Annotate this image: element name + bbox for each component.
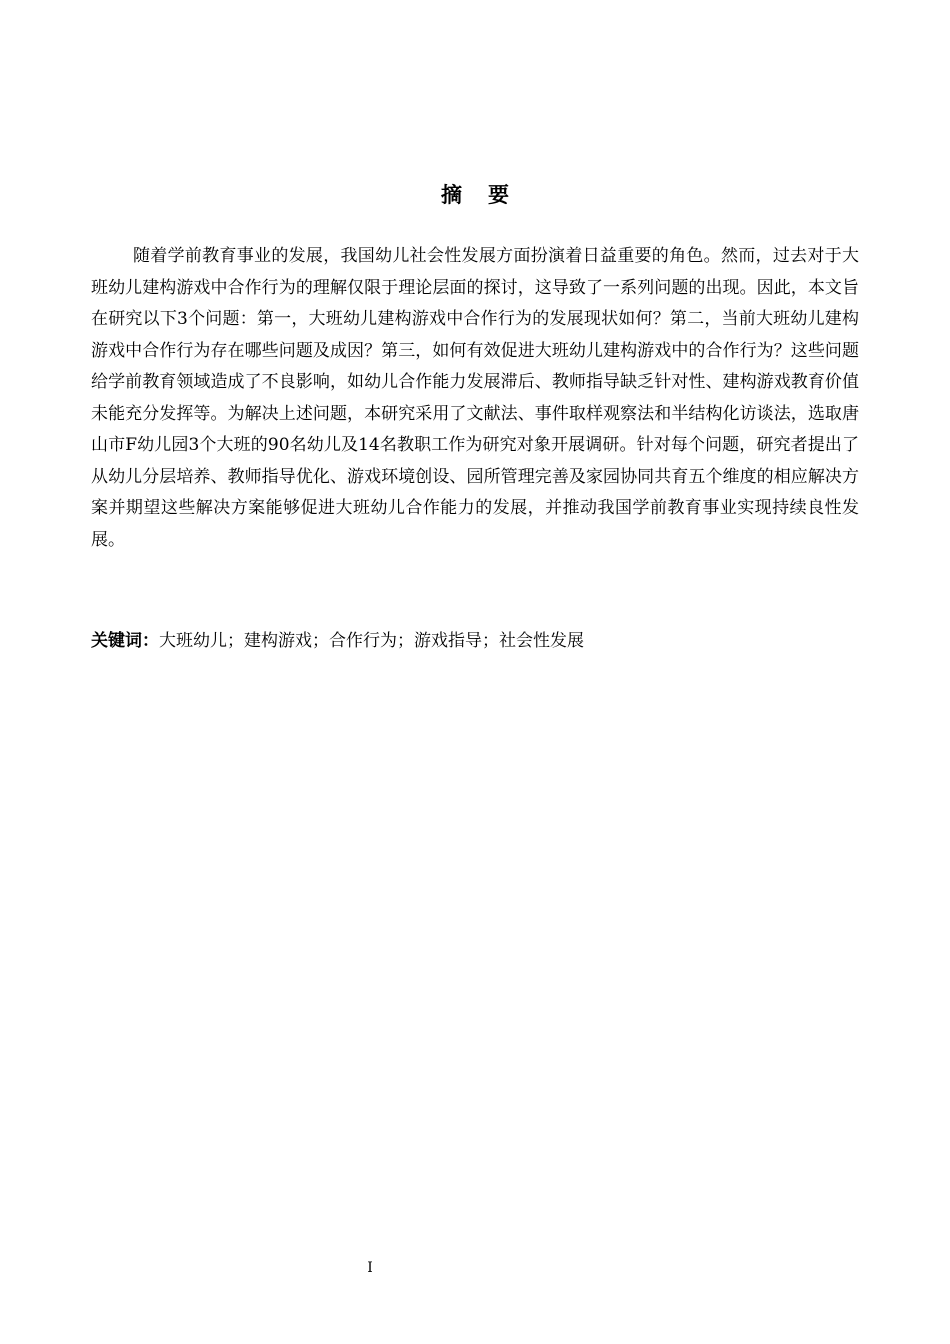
keywords-label: 关键词： (91, 631, 159, 651)
page-number: I (367, 1260, 373, 1276)
abstract-title: 摘要 (441, 183, 535, 207)
keywords-list: 大班幼儿；建构游戏；合作行为；游戏指导；社会性发展 (159, 631, 584, 651)
keywords-line (91, 625, 859, 657)
abstract-body: 随着学前教育事业的发展，我国幼儿社会性发展方面扮演着日益重要的角色。然而，过去对于大班幼儿建构游戏中合作行为的理解仅限于理论层面的探讨，这导致了一系列问题的出现。因此，本文旨在研究以下3个问题：第一，大班幼儿建构游戏中合作行为的发展现状如何？第二，当前大班幼儿建构游戏中合作行为存在哪些问题及成因？第三，如何有效促进大班幼儿建构游戏中的合作行为？这些问题给学前教育领域造成了不良影响，如幼儿合作能力发展滞后、教师指导缺乏针对性、建构游戏教育价值未能充分发挥等。为解决上述问题，本研究采用了文献法、事件取样观察法和半结构化访谈法，选取唐山市F幼儿园3个大班的90名幼儿及14名教职工作为研究对象开展调研。针对每个问题，研究者提出了从幼儿分层培养、教师指导优化、游戏环境创设、园所管理完善及家园协同共育五个维度的相应解决方案并期望这些解决方案能够促进大班幼儿合作能力的发展，并推动我国学前教育事业实现持续良性发展。 (91, 246, 859, 550)
